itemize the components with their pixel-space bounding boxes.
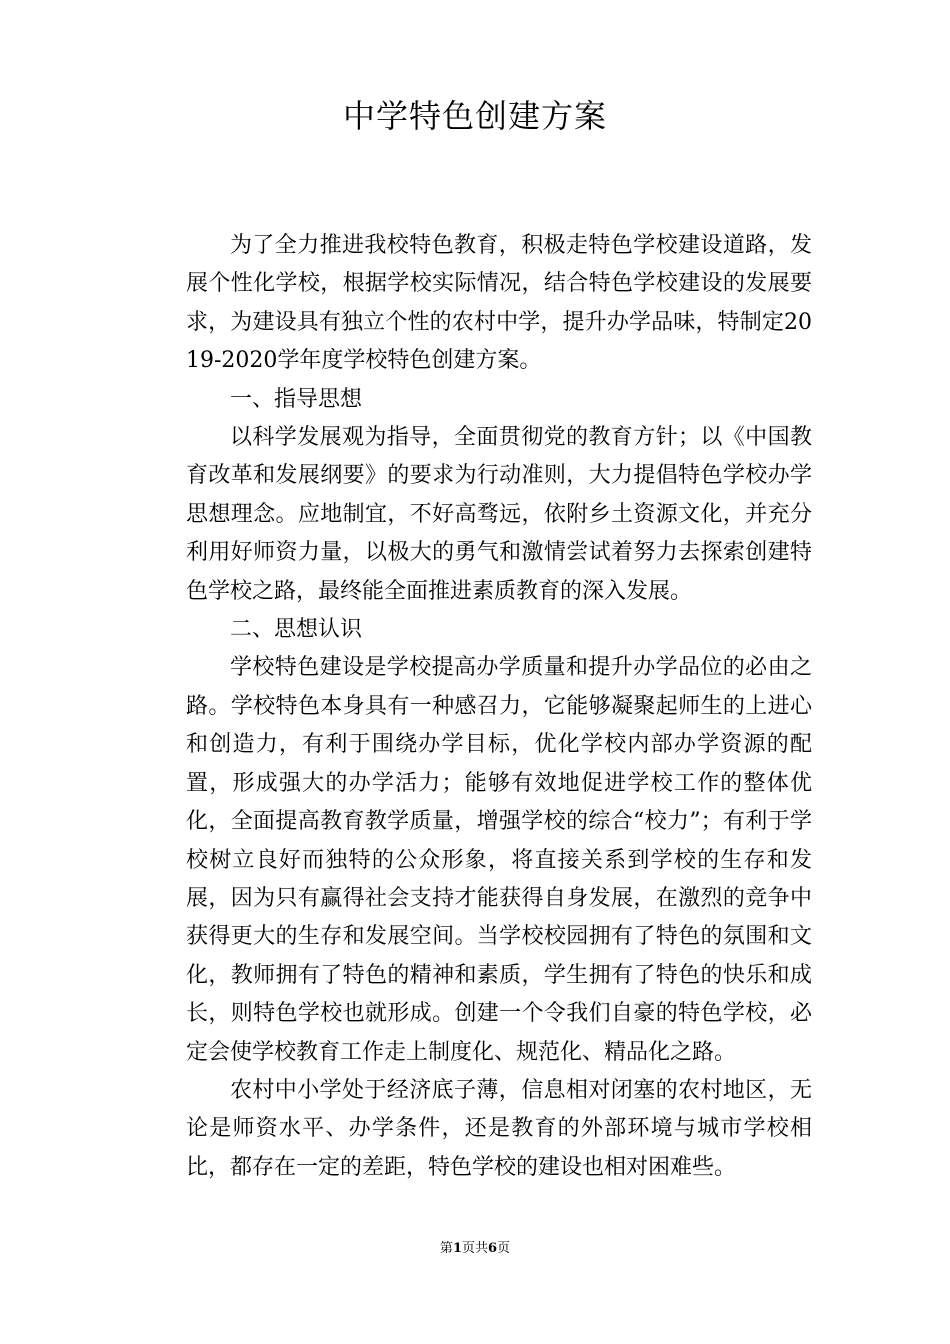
page-title: 中学特色创建方案 [342,97,607,135]
footer-prefix: 第 [439,1241,453,1256]
current-page-number: 1 [452,1241,462,1256]
page-footer [0,1240,950,1258]
section-heading-understanding: 二、思想认识 [230,617,363,643]
section-heading-guiding-ideology: 一、指导思想 [230,386,363,412]
rural-schools-paragraph: 农村中小学处于经济底子薄，信息相对闭塞的农村地区，无论是师资水平、办学条件，还是教育的外部环境与城市学校相比，都存在一定的差距，特色学校的建设也相对困难些。 [186,1077,812,1180]
understanding-paragraph: 学校特色建设是学校提高办学质量和提升办学品位的必由之路。学校特色本身具有一种感召力，它能够凝聚起师生的上进心和创造力，有利于围绕办学目标，优化学校内部办学资源的配置，形成强大的办学活力；能够有效地促进学校工作的整体优化，全面提高教育教学质量，增强学校的综合“校力”；有利于学校树立良好而独特的公众形象，将直接关系到学校的生存和发展，因为只有赢得社会支持才能获得自身发展，在激烈的竞争中获得更大的生存和发展空间。当学校校园拥有了特色的氛围和文化，教师拥有了特色的精神和素质，学生拥有了特色的快乐和成长，则特色学校也就形成。创建一个令我们自豪的特色学校，必定会使学校教育工作走上制度化、规范化、精品化之路。 [186,655,812,1065]
footer-middle: 页共 [461,1241,488,1256]
intro-paragraph: 为了全力推进我校特色教育，积极走特色学校建设道路，发展个性化学校，根据学校实际情况，结合特色学校建设的发展要求，为建设具有独立个性的农村中学，提升办学品味，特制定2019-2020学年度学校特色创建方案。 [186,233,812,374]
total-pages-number: 6 [488,1241,498,1256]
guiding-ideology-paragraph: 以科学发展观为指导，全面贯彻党的教育方针；以《中国教育改革和发展纲要》的要求为行动准则，大力提倡特色学校办学思想理念。应地制宜，不好高骛远，依附乡土资源文化，并充分利用好师资力量，以极大的勇气和激情尝试着努力去探索创建特色学校之路，最终能全面推进素质教育的深入发展。 [186,425,812,604]
document-body [186,227,812,1187]
footer-suffix: 页 [497,1241,511,1256]
